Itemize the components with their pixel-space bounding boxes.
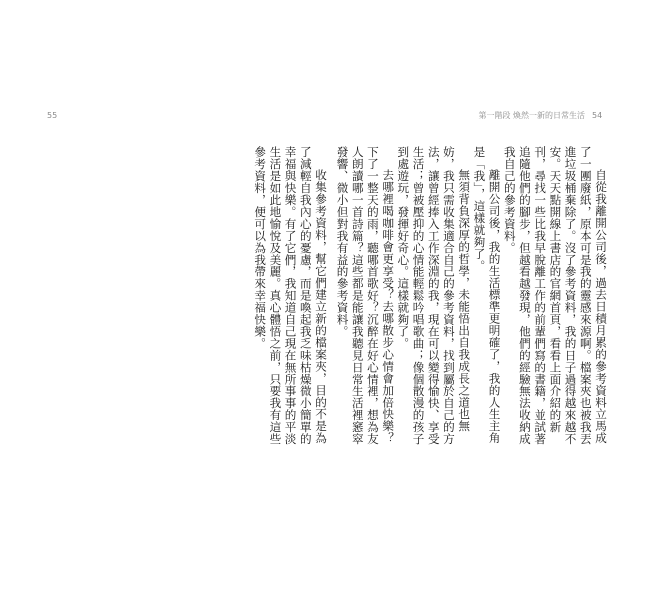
left-page-body [208, 146, 328, 448]
right-page-body [335, 146, 608, 448]
paragraph: 離開公司後，我的生活標準更明確了，我的人生主角是「我」，這樣就夠了。 [472, 146, 502, 445]
running-head: 第一階段 煥然一新的日常生活 [478, 111, 585, 120]
right-page-number: 54 [592, 111, 603, 120]
left-page-number: 55 [47, 111, 58, 120]
paragraph: 自從我離開公司後，過去日積月累的參考資料立馬成了一團廢紙，原本可是我的靈感來源啊。檔案夾也被我丟進垃圾桶棄除了。沒了參考資料，我的日子過得越來越不安。天天點開線上書店的官網首頁，看看上面介紹的新刊，尋找一些比我早脫離工作的前輩們寫的書籍，並試著追隨他們的腳步，但越看越發現，他們的經驗無法收納成我自己的參考資料。 [502, 146, 608, 445]
paragraph: 無須背負深厚的哲學，未能悟出自我成長之道也無妨，我只需收集適合自己的參考資料，找到屬於自己的方法，讓曾經捧入工作深淵的我，現在可以變得愉快、享受生活；曾被壓抑的心情能輕鬆吟唱歌曲；像個散漫的孩子到處遊玩，發揮好奇心。這樣就夠了。 [396, 146, 472, 445]
paragraph: 收集參考資料，幫它們建立新的檔案夾，目的不是為了減輕自我內心的憂慮，而是喚起我乏味枯燥微小簡單的幸福與快樂。有了它們，我知道自己現在無所事事的平淡生活是如此地愉悅及美麗。真心體悟之前，只要我有這些參考資料，便可以為我帶來幸福快樂。 [253, 146, 328, 445]
paragraph: 去哪裡喝咖啡會更享受？去哪散步心情會加倍快樂？下了一整天的雨，聽哪首歌好？沉醉在好心情裡，想為友人朗讀哪一首詩篇？這些都是能讓我聽見日常生活裡窸窣發響、微小但對我有益的參考資料。 [335, 146, 396, 445]
